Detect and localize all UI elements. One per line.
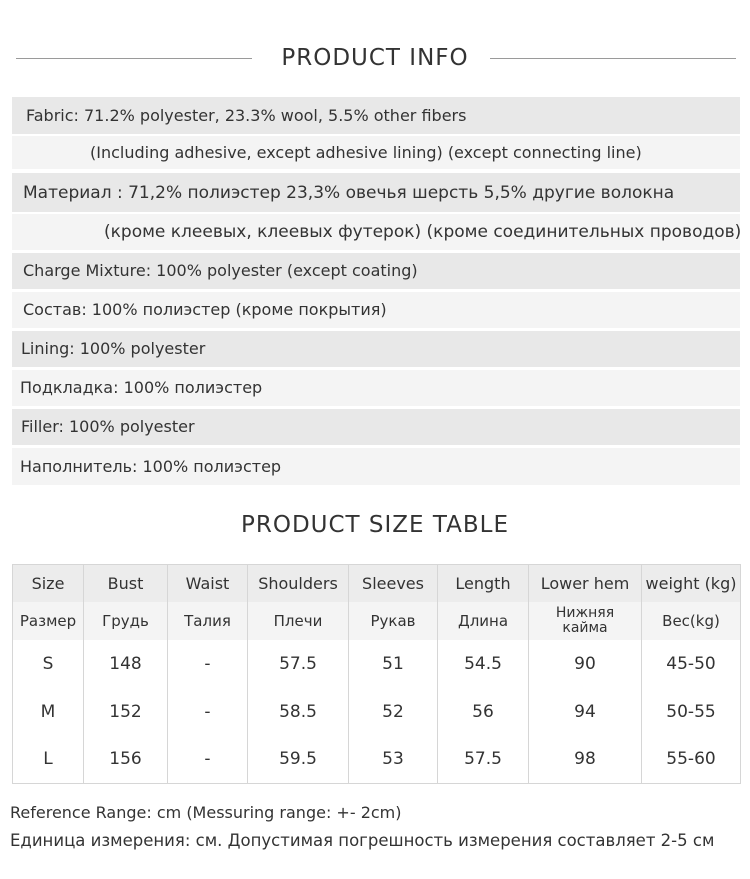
table-cell: 53 — [349, 736, 438, 784]
table-row — [13, 640, 741, 688]
header-cell — [529, 602, 642, 640]
table-cell: S — [13, 640, 84, 688]
table-cell: 55-60 — [642, 736, 741, 784]
size-table-title: PRODUCT SIZE TABLE — [240, 512, 510, 538]
table-row — [13, 688, 741, 736]
header-cell: Вес(kg) — [642, 602, 741, 640]
info-row-text: Fabric: 71.2% polyester, 23.3% wool, 5.5% other fibers — [26, 105, 467, 125]
header-cell: Sleeves — [349, 565, 438, 602]
header-cell: Размер — [13, 602, 84, 640]
header-cell: Lower hem — [529, 565, 642, 602]
table-cell: 57.5 — [438, 736, 529, 784]
table-cell: 51 — [349, 640, 438, 688]
table-cell: 52 — [349, 688, 438, 736]
info-row-charge-en — [12, 253, 740, 289]
header-cell: Длина — [438, 602, 529, 640]
info-row-text: Подкладка: 100% полиэстер — [20, 378, 263, 397]
header-cell: weight (kg) — [642, 565, 741, 602]
info-row-fabric-ru-note — [12, 214, 740, 250]
size-table-header-en — [13, 565, 741, 602]
table-cell: 50-55 — [642, 688, 741, 736]
table-cell: 45-50 — [642, 640, 741, 688]
info-row-fabric-en — [12, 97, 740, 134]
info-row-text: Filler: 100% polyester — [21, 417, 195, 436]
table-cell: 148 — [84, 640, 168, 688]
table-cell: 90 — [529, 640, 642, 688]
header-cell: Length — [438, 565, 529, 602]
header-cell: Size — [13, 565, 84, 602]
info-row-fabric-ru — [12, 173, 740, 212]
info-row-text: Состав: 100% полиэстер (кроме покрытия) — [23, 300, 387, 319]
title-rule-right — [490, 58, 736, 59]
info-row-filler-ru — [12, 448, 740, 485]
table-cell: M — [13, 688, 84, 736]
info-row-filler-en — [12, 409, 740, 445]
info-row-text: (Including adhesive, except adhesive lining) (except connecting line) — [90, 142, 642, 162]
info-row-text: Lining: 100% polyester — [21, 339, 206, 358]
info-row-text: Charge Mixture: 100% polyester (except coating) — [23, 261, 418, 280]
info-row-fabric-en-note — [12, 136, 740, 169]
header-cell: Bust — [84, 565, 168, 602]
size-table — [12, 564, 741, 784]
table-cell: 58.5 — [248, 688, 349, 736]
table-cell: - — [168, 688, 248, 736]
header-cell: Waist — [168, 565, 248, 602]
table-cell: - — [168, 736, 248, 784]
header-cell-text: Нижняя кайма — [555, 604, 615, 636]
table-cell: - — [168, 640, 248, 688]
table-cell: 94 — [529, 688, 642, 736]
table-cell: L — [13, 736, 84, 784]
info-row-charge-ru — [12, 292, 740, 328]
reference-range-ru: Единица измерения: см. Допустимая погрешность измерения составляет 2-5 см — [10, 831, 715, 850]
reference-range-en: Reference Range: cm (Messuring range: +- 2cm) — [10, 803, 402, 822]
header-cell: Грудь — [84, 602, 168, 640]
table-cell: 98 — [529, 736, 642, 784]
table-cell: 54.5 — [438, 640, 529, 688]
table-cell: 56 — [438, 688, 529, 736]
product-info-title: PRODUCT INFO — [281, 45, 469, 71]
table-cell: 156 — [84, 736, 168, 784]
info-row-lining-en — [12, 331, 740, 367]
size-table-header-ru — [13, 602, 741, 640]
table-cell: 59.5 — [248, 736, 349, 784]
header-cell: Shoulders — [248, 565, 349, 602]
info-row-text: Наполнитель: 100% полиэстер — [20, 456, 282, 476]
table-row — [13, 736, 741, 784]
header-cell: Рукав — [349, 602, 438, 640]
header-cell: Плечи — [248, 602, 349, 640]
info-row-text: (кроме клеевых, клеевых футерок) (кроме соединительных проводов) — [104, 222, 742, 242]
header-cell: Талия — [168, 602, 248, 640]
info-row-text: Материал : 71,2% полиэстер 23,3% овечья шерсть 5,5% другие волокна — [23, 182, 675, 203]
info-row-lining-ru — [12, 370, 740, 406]
table-cell: 57.5 — [248, 640, 349, 688]
table-cell: 152 — [84, 688, 168, 736]
